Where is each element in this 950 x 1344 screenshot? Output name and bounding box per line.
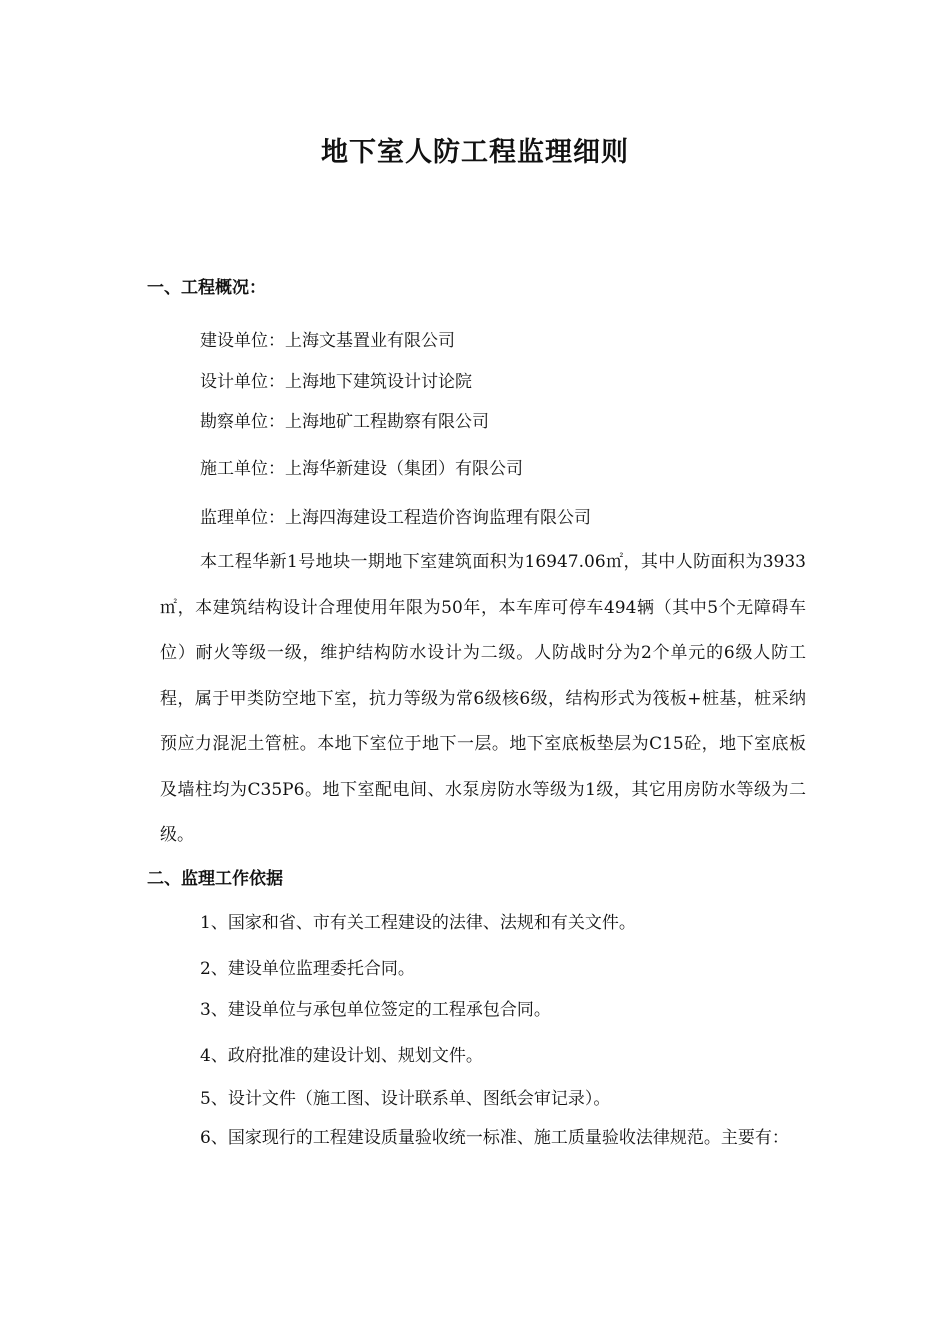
page-title: 地下室人防工程监理细则	[321, 137, 629, 168]
basis-item-3: 3、建设单位与承包单位签定的工程承包合同。	[200, 1000, 551, 1020]
construction-unit-line: 建设单位：上海文基置业有限公司	[200, 331, 455, 351]
basis-item-2: 2、建设单位监理委托合同。	[200, 959, 415, 979]
survey-unit-line: 勘察单位：上海地矿工程勘察有限公司	[200, 412, 489, 432]
design-unit-line: 设计单位：上海地下建筑设计讨论院	[200, 372, 472, 392]
project-overview-paragraph: 本工程华新1号地块一期地下室建筑面积为16947.06㎡，其中人防面积为3933 ㎡，本建筑结构设计合理使用年限为50年，本车库可停车494辆（其中5个无障碍车位）耐火等级一级，维护结构防水设计为二级。人防战时分为2个单元的6级人防工程，属于甲类防空地下室，抗力等级为常6级核6级，结构形式为筏板+桩基，桩采纳预应力混泥土管桩。本地下室位于地下一层。地下室底板垫层为C15砼，地下室底板及墙柱均为C35P6。地下室配电间、水泵房防水等级为1级，其它用房防水等级为二级。	[160, 552, 806, 845]
basis-item-6: 6、国家现行的工程建设质量验收统一标准、施工质量验收法律规范。主要有：	[200, 1128, 789, 1148]
basis-item-1: 1、国家和省、市有关工程建设的法律、法规和有关文件。	[200, 913, 636, 933]
section-heading-basis: 二、监理工作依据	[147, 869, 283, 889]
supervision-unit-line: 监理单位：上海四海建设工程造价咨询监理有限公司	[200, 508, 591, 528]
basis-item-5: 5、设计文件（施工图、设计联系单、图纸会审记录）。	[200, 1089, 611, 1109]
section-heading-overview: 一、工程概况：	[147, 278, 266, 298]
contractor-unit-line: 施工单位：上海华新建设（集团）有限公司	[200, 459, 523, 479]
basis-item-4: 4、政府批准的建设计划、规划文件。	[200, 1046, 483, 1066]
